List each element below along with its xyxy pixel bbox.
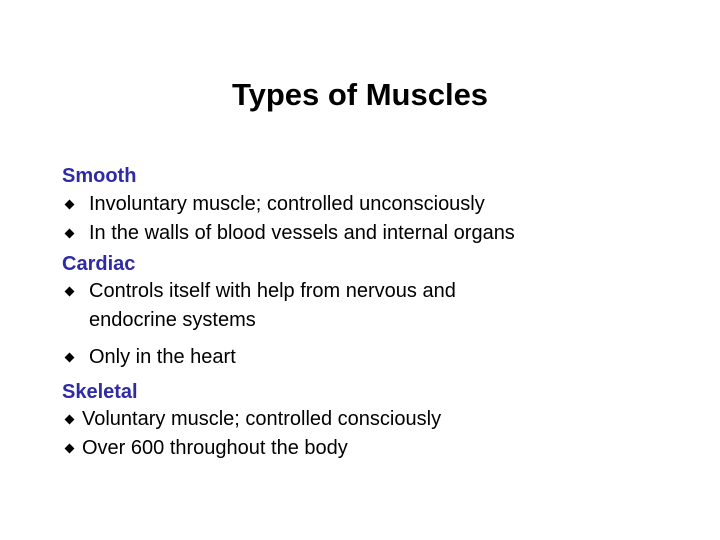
bullet-text: In the walls of blood vessels and internal organs <box>89 222 515 244</box>
section-heading-skeletal: Skeletal <box>62 381 138 403</box>
bullet-text: Controls itself with help from nervous and <box>89 280 456 302</box>
diamond-bullet-icon <box>65 444 75 454</box>
bullet-text: Over 600 throughout the body <box>82 437 348 459</box>
bullet-text: Only in the heart <box>89 346 236 368</box>
diamond-bullet-icon <box>65 229 75 239</box>
diamond-bullet-icon <box>65 415 75 425</box>
slide-title: Types of Muscles <box>231 77 489 112</box>
section-heading-cardiac: Cardiac <box>62 253 136 275</box>
bullet-text: endocrine systems <box>89 309 256 331</box>
bullet-text: Voluntary muscle; controlled consciously <box>82 408 442 430</box>
section-heading-smooth: Smooth <box>62 165 137 187</box>
diamond-bullet-icon <box>65 287 75 297</box>
bullet-text: Involuntary muscle; controlled unconsciously <box>89 193 485 215</box>
diamond-bullet-icon <box>65 353 75 363</box>
diamond-bullet-icon <box>65 200 75 210</box>
